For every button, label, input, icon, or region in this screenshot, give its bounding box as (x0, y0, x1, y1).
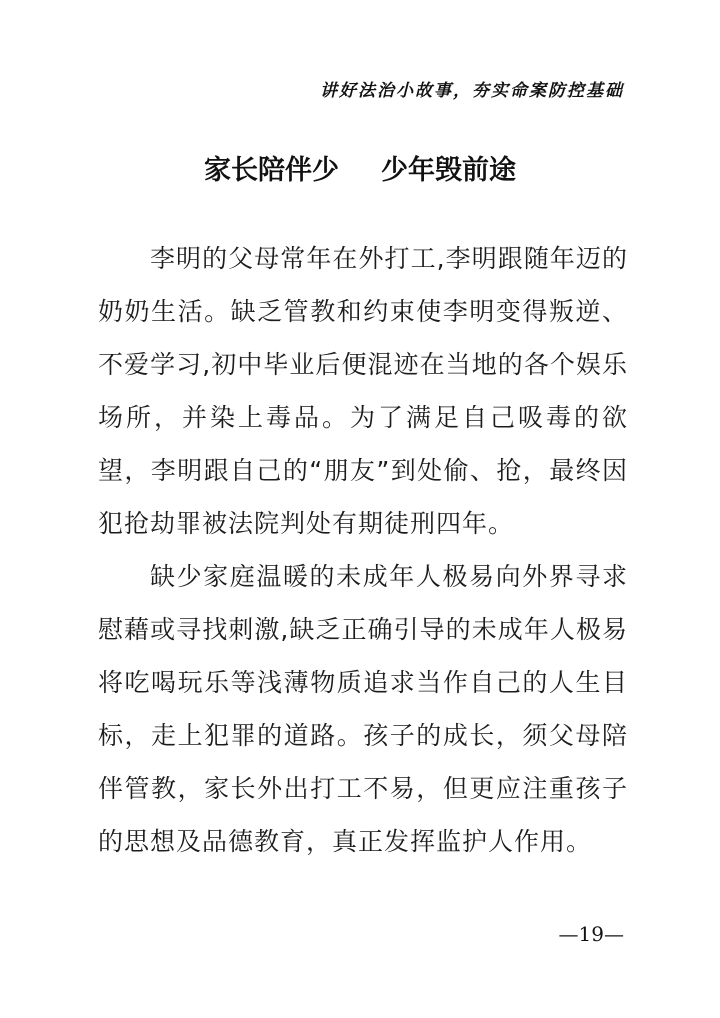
paragraph-2: 缺少家庭温暖的未成年人极易向外界寻求慰藉或寻找刺激,缺乏正确引导的未成年人极易将吃喝玩乐等浅薄物质追求当作自己的人生目标，走上犯罪的道路。孩子的成长，须父母陪伴管教，家长外出打工不易，但更应注重孩子的思想及品德教育，真正发挥监护人作用。 (98, 562, 628, 856)
article-body (98, 232, 628, 868)
paragraph-1: 李明的父母常年在外打工,李明跟随年迈的奶奶生活。缺乏管教和约束使李明变得叛逆、不爱学习,初中毕业后便混迹在当地的各个娱乐场所，并染上毒品。为了满足自己吸毒的欲望，李明跟自己的“朋友”到处偷、抢，最终因犯抢劫罪被法院判处有期徒刑四年。 (98, 244, 628, 538)
article-title-part-2: 少年毁前途 (381, 155, 516, 186)
page-number: —19— (558, 922, 624, 946)
article-title (0, 148, 720, 187)
article-title-part-1: 家长陪伴少 (204, 155, 339, 186)
running-header: 讲好法治小故事，夯实命案防控基础 (320, 81, 624, 101)
